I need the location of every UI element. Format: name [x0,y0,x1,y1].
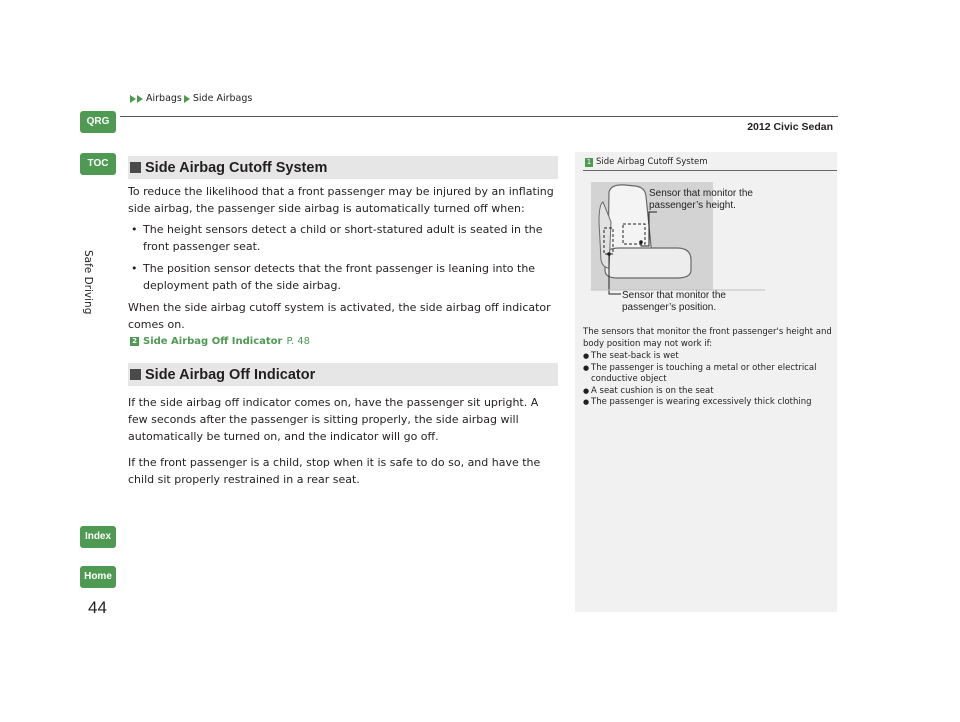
cutoff-bullet-list [128,221,558,294]
xref-page[interactable]: P. 48 [286,336,311,347]
sidebar-condition-list [583,351,833,409]
cutoff-heading: Side Airbag Cutoff System [145,159,328,176]
home-tab[interactable]: Home [80,566,116,588]
indicator-xref-link[interactable] [130,336,558,347]
cutoff-intro: To reduce the likelihood that a front passenger may be injured by an inflating side airbag, the passenger side airbag is automatically turned off when: [128,185,554,215]
seat-sensor-figure [591,182,765,316]
sidebar-body [583,327,833,409]
cutoff-activated-text: When the side airbag cutoff system is activated, the side airbag off indicator comes on. [128,301,551,331]
section-square-icon [130,369,141,380]
xref-label[interactable]: Side Airbag Off Indicator [143,336,283,347]
indicator-heading: Side Airbag Off Indicator [145,366,316,383]
sidebar-divider [583,170,837,171]
breadcrumb-airbags[interactable]: Airbags [146,93,182,104]
toc-tab[interactable]: TOC [80,153,116,175]
sidebar-note [575,152,837,612]
page-number: 44 [88,598,107,617]
main-content [128,156,558,488]
breadcrumb-arrow-icon [130,95,136,103]
index-tab[interactable]: Index [80,526,116,548]
height-sensor-label: Sensor that monitor the passenger’s height. [649,188,753,211]
qrg-tab[interactable]: QRG [80,111,116,133]
reference-icon: 2 [130,337,139,346]
model-title: 2012 Civic Sedan [747,121,833,133]
cutoff-bullet: • The height sensors detect a child or short-statured adult is seated in the front passenger seat. [128,221,558,255]
sidebar-condition: ● The passenger is touching a metal or other electrical conductive object [583,363,833,386]
sidebar-heading-text: Side Airbag Cutoff System [596,157,708,167]
breadcrumb [130,93,252,104]
breadcrumb-side-airbags[interactable]: Side Airbags [192,93,253,104]
indicator-section-header [128,363,558,386]
sidebar-condition: ● A seat cushion is on the seat [583,386,833,398]
note-number-badge: 1 [586,157,592,166]
header-divider [120,116,838,117]
breadcrumb-arrow-icon [137,95,143,103]
position-sensor-label: Sensor that monitor the passenger’s position. [622,290,726,313]
sidebar-condition: ● The passenger is wearing excessively thick clothing [583,397,833,409]
sidebar-heading [585,157,708,167]
sidebar-condition: ● The seat-back is wet [583,351,833,363]
sidebar-intro: The sensors that monitor the front passenger's height and body position may not work if: [583,327,832,349]
indicator-paragraph: If the front passenger is a child, stop when it is safe to do so, and have the child sit properly restrained in a rear seat. [128,456,541,486]
indicator-paragraph: If the side airbag off indicator comes on, have the passenger sit upright. A few seconds after the passenger is sitting properly, the side airbag will automatically be turned on, and the indicator will go off. [128,396,539,443]
breadcrumb-arrow-icon [184,95,190,103]
section-square-icon [130,162,141,173]
section-label [80,250,98,330]
cutoff-section-header [128,156,558,179]
cutoff-bullet: • The position sensor detects that the front passenger is leaning into the deployment path of the side airbag. [128,260,558,294]
section-label-text: Safe Driving [82,250,94,315]
